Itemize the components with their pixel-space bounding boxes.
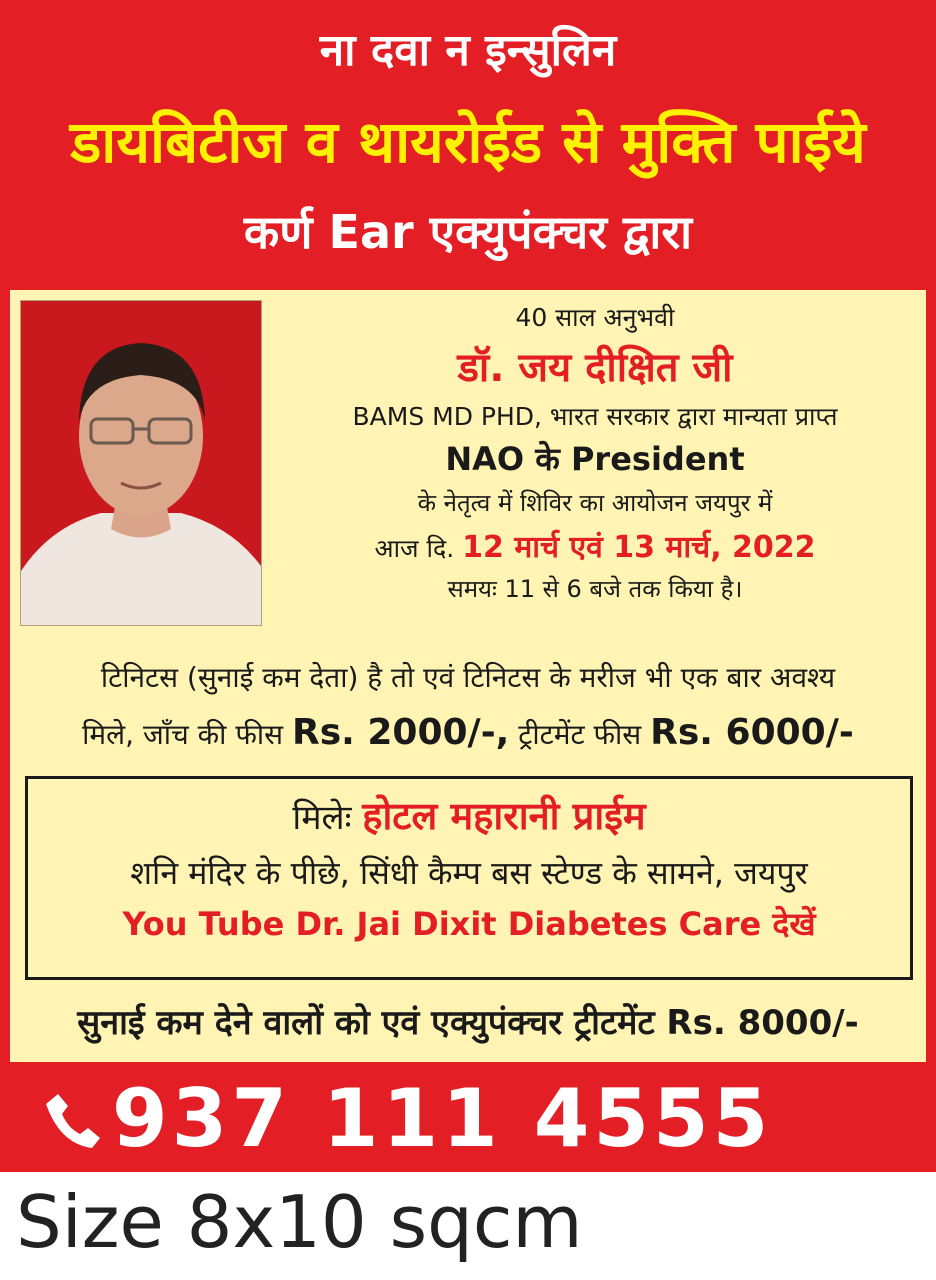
date-prefix: आज दि. <box>374 534 455 563</box>
headline-no-medicine: ना दवा न इन्सुलिन <box>319 25 617 76</box>
phone-number[interactable]: 937 111 4555 <box>112 1072 773 1165</box>
camp-time: समयः 11 से 6 बजे तक किया है। <box>447 575 743 603</box>
nao-president: NAO के President <box>445 440 745 478</box>
doctor-portrait-image <box>21 301 261 625</box>
doctor-info <box>270 294 920 605</box>
hotel-name: होटल महारानी प्राईम <box>362 794 646 838</box>
doctor-photo <box>20 300 262 626</box>
doctor-name: डॉ. जय दीक्षित जी <box>457 345 733 391</box>
camp-text: के नेतृत्व में शिविर का आयोजन जयपुर में <box>417 489 773 517</box>
headline-diabetes-thyroid: डायबिटीज व थायरोईड से मुक्ति पाईये <box>70 108 866 176</box>
meet-row <box>28 789 910 841</box>
phone-icon <box>40 1088 104 1152</box>
contact-row <box>40 1072 900 1168</box>
check-fee-label: मिले, जाँच की फीस <box>82 718 284 751</box>
experience-text: 40 साल अनुभवी <box>515 303 675 332</box>
hearing-offer: सुनाई कम देने वालों को एवं एक्युपंक्चर ट्रीटमेंट Rs. 8000/- <box>77 1003 859 1043</box>
meet-label: मिलेः <box>292 798 352 838</box>
headline-ear-acupuncture: कर्ण Ear एक्युपंक्चर द्वारा <box>243 205 693 259</box>
doctor-degrees: BAMS MD PHD, भारत सरकार द्वारा मान्यता प्राप्त <box>352 402 838 431</box>
venue-address: शनि मंदिर के पीछे, सिंधी कैम्प बस स्टेण्ड के सामने, जयपुर <box>130 854 808 892</box>
info-panel <box>10 290 926 1062</box>
date-row <box>270 525 920 566</box>
treatment-fee-label: ट्रीटमेंट फीस <box>518 718 642 751</box>
check-fee: Rs. 2000/-, <box>292 712 510 753</box>
size-label: Size 8x10 sqcm <box>16 1180 583 1264</box>
camp-date: 12 मार्च एवं 13 मार्च, 2022 <box>462 530 816 565</box>
youtube-channel: You Tube Dr. Jai Dixit Diabetes Care देखें <box>122 905 816 943</box>
tinnitus-text: टिनिटस (सुनाई कम देता) है तो एवं टिनिटस के मरीज भी एक बार अवश्य <box>100 661 836 694</box>
fees-row <box>10 712 926 753</box>
venue-box <box>25 776 913 980</box>
treatment-fee: Rs. 6000/- <box>650 712 854 753</box>
